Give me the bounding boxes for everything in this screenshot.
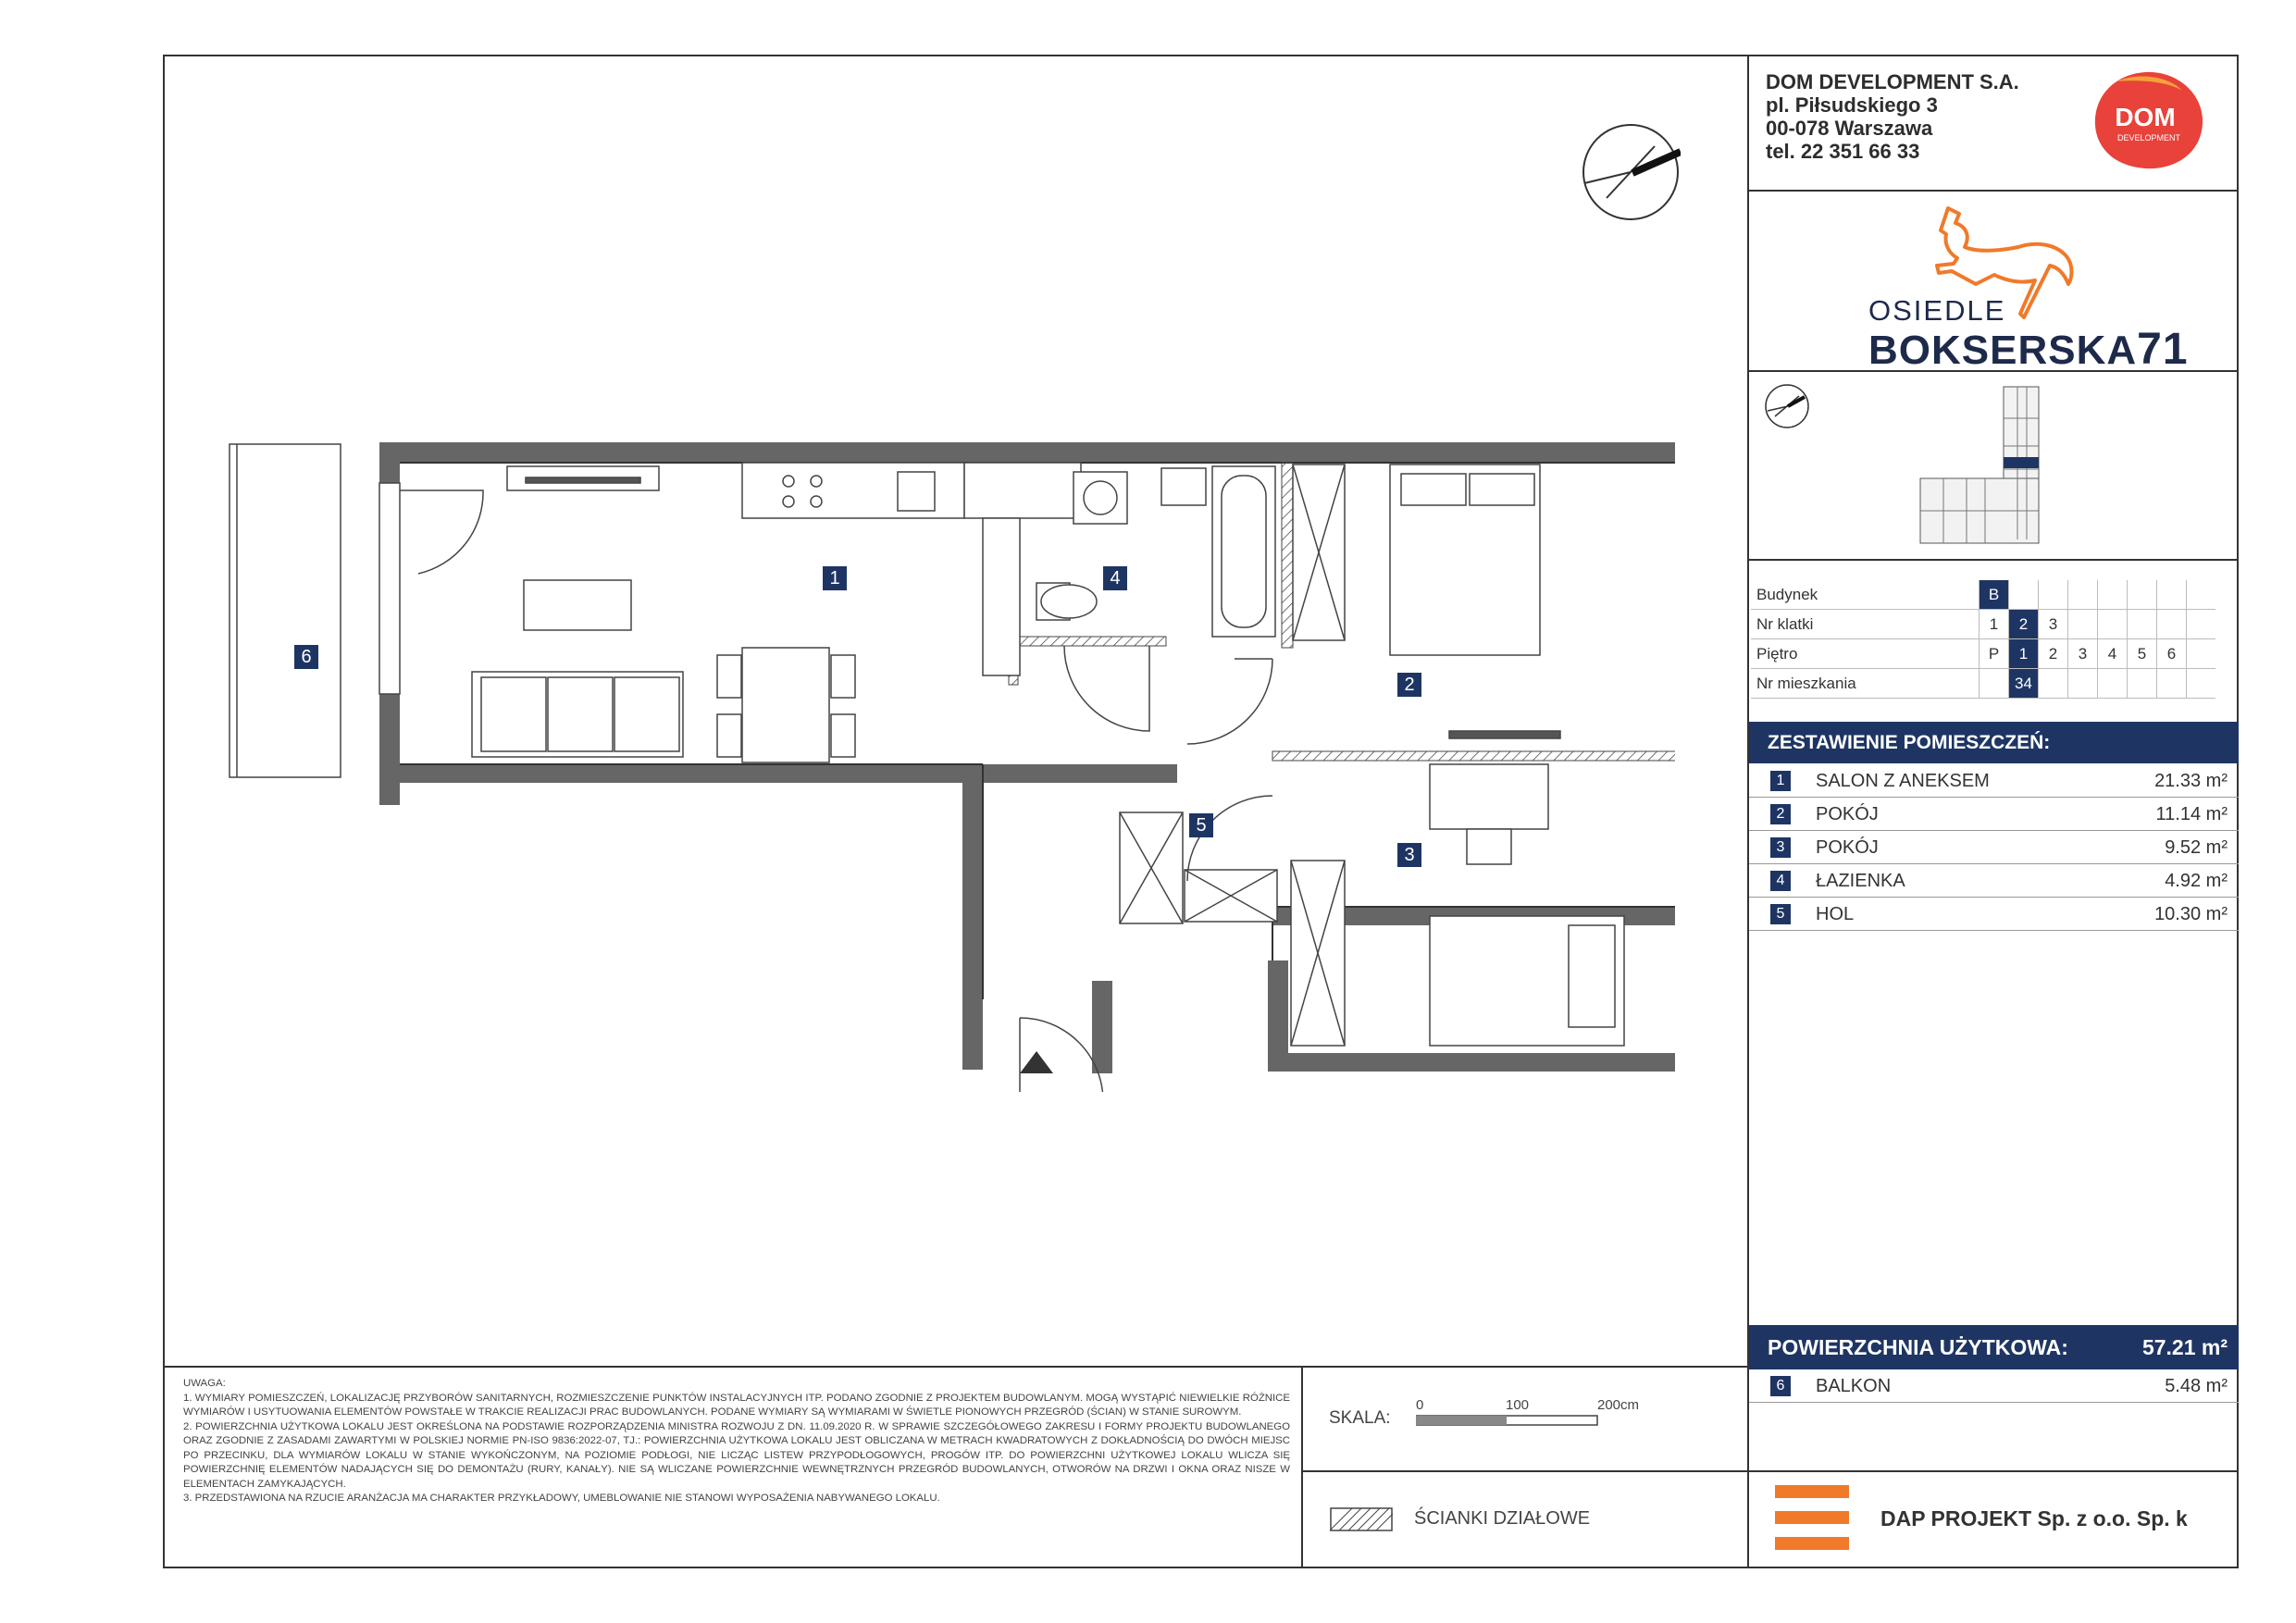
entry-arrow-icon (1020, 1051, 1053, 1073)
room-row-balkon (1749, 1369, 2239, 1403)
scale-divider (1301, 1366, 1303, 1567)
room-row-name: POKÓJ (1816, 804, 1879, 824)
mieszkanie-row (1751, 669, 2215, 699)
project-name-line2 (1868, 324, 2189, 375)
room-row-4 (1749, 864, 2239, 898)
budynek-value: B (1980, 580, 2009, 610)
room-row-name: POKÓJ (1816, 837, 1879, 858)
room-row-1 (1749, 764, 2239, 798)
room-row-2 (1749, 798, 2239, 831)
pietro-label: Piętro (1751, 639, 1980, 669)
notes-title: UWAGA: (183, 1378, 226, 1389)
designer-divider (1747, 1470, 2239, 1472)
mieszkanie-label: Nr mieszkania (1751, 669, 1980, 699)
bedroom-2-furniture (1390, 465, 1560, 738)
legend-label: ŚCIANKI DZIAŁOWE (1414, 1508, 1591, 1529)
notes-divider (163, 1366, 1749, 1368)
company-city: 00-078 Warszawa (1766, 117, 1933, 140)
room-row-badge: 1 (1770, 771, 1791, 791)
room-label-6: 6 (294, 645, 318, 669)
pietro-2: 2 (2039, 639, 2068, 669)
keyplan-compass-icon (1764, 383, 1810, 429)
apartment-info-table (1751, 580, 2215, 699)
pietro-row (1751, 639, 2215, 669)
compass-icon (1581, 122, 1681, 222)
powierzchnia-value: 57.21 m² (2141, 1335, 2228, 1359)
pietro-6: 6 (2157, 639, 2187, 669)
project-name: BOKSERSKA (1868, 328, 2138, 373)
room-row-name: BALKON (1816, 1376, 1892, 1396)
dom-development-logo (2090, 68, 2208, 172)
note-2: 2. POWIERZCHNIA UŻYTKOWA LOKALU JEST OKREŚLONA NA PODSTAWIE ROZPORZĄDZENIA MINISTRA ROZWOJU Z DN. 11.09.2020 R. W SPRAWIE SZCZEGÓŁOWEGO ZAKRESU I FORMY PROJEKTU BUDOWLANEGO ORAZ ZGODNIE Z ZASADAMI ZAWARTYMI W POLSKIEJ NORMIE PN-ISO 9836:2022-07, TJ.: POWIERZCHNIA UŻYTKOWA LOKALU JEST OBLICZANA W METRACH KWADRATOWYCH Z DOKŁADNOŚCIĄ DO DWÓCH MIEJSC PO PRZECINKU, DLA WYMIARÓW LOKALU W STANIE WYKOŃCZONYM, NA POZIOMIE PODŁOGI, NIE LICZĄC LISTEW PRZYPODŁOGOWYCH, PROGÓW ITP. DO POWIERZCHNI UŻYTKOWEJ LOKALU WLICZA SIĘ POWIERZCHNIĘ ELEMENTÓW NADAJĄCYCH SIĘ DO DEMONTAŻU (RURY, KANAŁY). NIE SĄ WLICZANE POWIERZCHNIE WEWNĘTRZNYCH PRZEGRÓD BUDOWLANYCH, OTWORÓW NA DRZWI I OKNA ORAZ NISZE W ELEMENTACH ZAMYKAJĄCYCH. (183, 1420, 1290, 1490)
room-row-badge: 4 (1770, 871, 1791, 891)
room-row-badge: 5 (1770, 904, 1791, 924)
budynek-label: Budynek (1751, 580, 1980, 610)
room-row-3 (1749, 831, 2239, 864)
room-label-3: 3 (1397, 843, 1421, 867)
dap-projekt-logo (1775, 1485, 1849, 1550)
floor-plan (213, 426, 1675, 1092)
note-1: 1. WYMIARY POMIESZCZEŃ, LOKALIZACJĘ PRZYBORÓW SANITARNYCH, ROZMIESZCZENIE PUNKTÓW INSTALACYJNYCH ITP. PODANO ZGODNIE Z PROJEKTEM BUDOWLANYM. MOGĄ WYSTĄPIĆ NIEWIELKIE RÓŻNICE WYMIARÓW I USYTUOWANIA ELEMENTÓW POWSTAŁE W TRAKCIE REALIZACJI PRAC BUDOWLANYCH. PODANE WYMIARY SĄ WYMIARAMI W ŚWIETLE PIONOWYCH PRZEGRÓD (ŚCIAN) W STANIE SUROWYM. (183, 1392, 1290, 1418)
bedroom-3-furniture (1430, 764, 1624, 1046)
scale-tick-100: 100 (1506, 1397, 1530, 1413)
room-row-area: 9.52 m² (2165, 837, 2228, 858)
scale-tick-0: 0 (1416, 1397, 1424, 1413)
room-row-area: 10.30 m² (2154, 904, 2228, 924)
designer-name: DAP PROJEKT Sp. z o.o. Sp. k (1880, 1506, 2188, 1530)
company-street: pl. Piłsudskiego 3 (1766, 93, 1938, 117)
budynek-row (1751, 580, 2215, 610)
room-row-area: 21.33 m² (2154, 771, 2228, 791)
notes-block (183, 1377, 1290, 1506)
room-label-2: 2 (1397, 673, 1421, 697)
note-3: 3. PRZEDSTAWIONA NA RZUCIE ARANŻACJA MA CHARAKTER PRZYKŁADOWY, UMEBLOWANIE NIE STANOWI WYPOSAŻENIA NABYWANEGO LOKALU. (183, 1493, 940, 1504)
klatka-3: 3 (2039, 610, 2068, 639)
project-name-line1: OSIEDLE (1868, 294, 2006, 327)
header-divider-1 (1747, 190, 2239, 192)
room-row-name: SALON Z ANEKSEM (1816, 771, 1990, 791)
klatka-label: Nr klatki (1751, 610, 1980, 639)
scale-tick-200: 200cm (1597, 1397, 1640, 1413)
pietro-3: 3 (2068, 639, 2098, 669)
room-row-5 (1749, 898, 2239, 931)
scale-bar (1416, 1414, 1601, 1427)
pietro-5: 5 (2128, 639, 2157, 669)
partition-wall-legend-icon (1330, 1507, 1393, 1531)
company-info (1766, 70, 2019, 163)
dom-logo-text: DOM (2115, 103, 2176, 131)
powierzchnia-uzytkowa-bar (1749, 1325, 2239, 1369)
room-label-1: 1 (823, 566, 847, 590)
room-row-name: ŁAZIENKA (1816, 871, 1905, 891)
room-row-badge: 2 (1770, 804, 1791, 824)
project-number: 71 (2137, 325, 2189, 374)
room-row-badge: 6 (1770, 1376, 1791, 1396)
header-divider-3 (1747, 559, 2239, 561)
powierzchnia-label: POWIERZCHNIA UŻYTKOWA: (1768, 1335, 2068, 1359)
room-row-area: 4.92 m² (2165, 871, 2228, 891)
room-row-area: 5.48 m² (2165, 1376, 2228, 1396)
development-logo-text: DEVELOPMENT (2116, 133, 2181, 142)
klatka-2: 2 (2009, 610, 2039, 639)
scale-label: SKALA: (1329, 1408, 1391, 1428)
klatka-1: 1 (1980, 610, 2009, 639)
pietro-p: P (1980, 639, 2009, 669)
room-label-4: 4 (1103, 566, 1127, 590)
mieszkanie-value: 34 (2009, 669, 2039, 699)
company-phone: tel. 22 351 66 33 (1766, 140, 1920, 163)
building-key-plan (1916, 381, 2064, 552)
balcony-outline (230, 444, 341, 777)
room-row-name: HOL (1816, 904, 1855, 924)
company-name: DOM DEVELOPMENT S.A. (1766, 70, 2019, 93)
zestawienie-heading: ZESTAWIENIE POMIESZCZEŃ: (1749, 722, 2239, 763)
pietro-4: 4 (2098, 639, 2128, 669)
klatka-row (1751, 610, 2215, 639)
legend-divider (1301, 1470, 1749, 1472)
room-row-badge: 3 (1770, 837, 1791, 858)
pietro-1: 1 (2009, 639, 2039, 669)
room-label-5: 5 (1189, 813, 1213, 837)
room-row-area: 11.14 m² (2155, 804, 2228, 824)
